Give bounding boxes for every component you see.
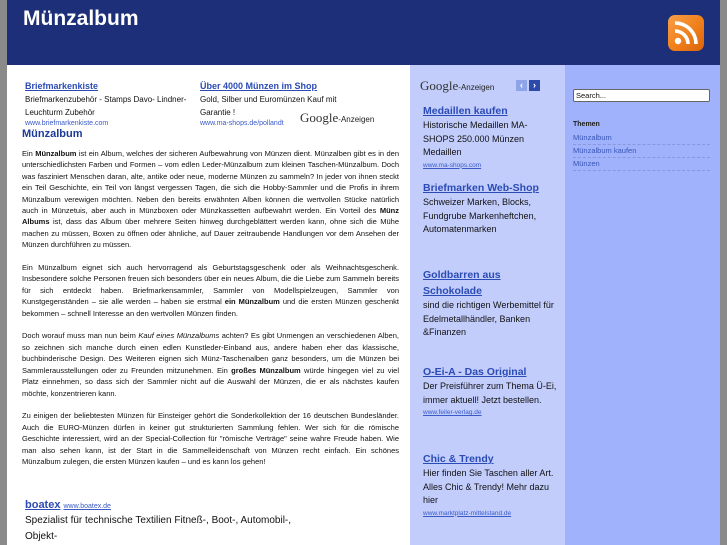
top-ad-title[interactable]: Briefmarkenkiste [25,81,99,91]
side-ad [423,364,558,418]
article-paragraph: Ein Münzalbum eignet sich auch hervorragend als Geburtstagsgeschenk oder als Weihnachtsgeschenk. Insbesondere solche Personen freuen sich besonders über ein neues Album, die die Liebe zum Sammeln bereits für sich entdeckt haben. Briefmarkensammler, Sammler von Modellspielzeugen, Sammler von Kunstgegenständen – sie alle werden – haben sie erstmal ein Münzalbum und die ersten Münzen geschenkt bekommen – schnell Interesse an den wertvollen Münzen finden. [22,263,399,318]
article-paragraph: Ein Münzalbum ist ein Album, welches der sicheren Aufbewahrung von Münzen dient. Münzalben gibt es in den unterschiedlichsten Farben und Formen – vom edlen Leder-Münzalbum zum kleinen Taschen-Münzalbum. Doch was fasziniert Menschen daran, alte, antike oder neue, moderne Münzen zu sammeln? In jeder von ihnen steckt ein Teil Geschichte, ein Teil von längst vergessen Tagen, die sich die Hobby-Sammler und die Profis in ihrem Münzalbum verewigen möchten. Neben den bereits erwähnten Alben können die wertvollen Stücke natürlich auch in Münzetuis, aber auch in Münzboxen oder Münzkassetten aufbewahrt werden. Ein Vorteil des Münz Albums ist, dass das Album über mehrere Seiten hinweg durchgeblättert werden kann, ohne sich die Mühe machen zu müssen, Boxen zu öffnen oder ähnliche, auf Dauer zeitraubende Handlungen vor dem Ansehen der Münzen durchführen zu müssen. [22,149,399,250]
side-ad-description: Historische Medaillen MA-SHOPS 250.000 Münzen Medaillen [423,120,528,157]
google-ads-label[interactable] [300,110,374,126]
top-ad-description: Briefmarkenzubehör - Stamps Davo- Lindner- Leuchturm Zubehör [25,95,187,117]
top-ad-1 [25,80,205,126]
side-ad-title[interactable]: Briefmarken Web-Shop [423,182,539,194]
sidebar [565,65,720,545]
google-ads-label[interactable]: Google-Anzeigen [420,78,495,93]
side-ad-title[interactable]: O-Ei-A - Das Original [423,366,527,378]
themen-item-muenzen[interactable]: Münzen [573,158,710,171]
side-ad [423,451,558,519]
side-ad-url[interactable]: www.ma-shops.com [423,161,482,169]
ads-next-button[interactable]: › [529,80,540,91]
rss-feed-icon[interactable] [668,15,704,51]
side-ad-title[interactable]: Goldbarren aus Schokolade [423,269,501,297]
ad-column [410,65,565,545]
article-paragraph: Doch worauf muss man nun beim Kauf eines Münzalbums achten? Es gibt Unmengen an verschiedenen Alben, so zeichnen sich manche durch einen edlen Kunstleder-Einband aus, andere haben eher das klassische, buchbinderische Design. Des Weiteren eignen sich Münz-Taschenalben ganz besonders, um die Münzen bei Sammlerausstellungen oder zu Freunden mitzunehmen. Ein großes Münzalbum würde hingegen viel zu viel Platz einnehmen, so dass sich der Sammler nicht auf die Auswahl der Münzen, die er als nächstes kaufen möchte, konzentrieren kann. [22,331,400,398]
side-ad [423,267,558,340]
side-ad-description: Hier finden Sie Taschen aller Art. Alles Chic & Trendy! Mehr dazu hier [423,468,554,505]
side-ad-url[interactable]: www.marktplatz-mittelstand.de [423,509,512,517]
bottom-ad-title[interactable]: boatex [25,499,61,511]
side-ad-title[interactable]: Medaillen kaufen [423,105,508,117]
side-ad [423,103,558,171]
side-ad [423,180,558,237]
bottom-ad-url[interactable]: www.boatex.de [63,503,111,510]
site-header [7,0,720,65]
google-logo: Google [300,110,339,125]
ads-label-suffix: -Anzeigen [338,115,375,124]
side-ad-description: Der Preisführer zum Thema Ü-Ei, immer aktuell! Jetzt bestellen. [423,381,557,405]
bottom-ad-description: Spezialist für technische Textilien Fitneß-, Boot-, Automobil-, Objekt- [25,515,292,542]
page-title: Münzalbum [22,128,83,140]
ads-prev-button[interactable]: ‹ [516,80,527,91]
site-title[interactable]: Münzalbum [23,7,139,30]
top-ad-description: Gold, Silber und Euromünzen Kauf mit Garantie ! [200,95,337,117]
side-ad-description: sind die richtigen Werbemittel für Edelmetallhändler, Banken &Finanzen [423,300,554,337]
side-ad-description: Schweizer Marken, Blocks, Fundgrube Markenheftchen, Automatenmarken [423,197,537,234]
main-content [7,65,410,545]
top-ad-url[interactable]: www.ma-shops.de/pollandt [200,120,284,126]
side-ad-url[interactable]: www.feiler-verlag.de [423,409,482,416]
themen-heading: Themen [573,121,600,128]
google-logo: Google [420,78,459,93]
search-input[interactable] [573,89,710,102]
article-paragraph: Zu einigen der beliebtesten Münzen für Einsteiger gehört die Sonderkollektion der 16 deutschen Bundesländer. Auch die EURO-Münzen dürfen in keiner gut strukturierten Sammlung fehlen. Wer sich für die römische Geschichte interessiert, wird an der Special-Collection für "römische Verträge" seine wahre Freude haben. Wie man also sehen kann, ist der Start in die Sammelleidenschaft von Münzen recht einfach. Ein schönes Münzalbum zulegen, die ersten Münzen kaufen – und es kann los gehen! [22,411,399,466]
page-frame [7,0,720,545]
article-body [22,148,399,479]
bottom-ad [25,495,325,545]
top-ad-url[interactable]: www.briefmarkenkiste.com [25,120,109,126]
themen-list [573,132,710,171]
side-ad-title[interactable]: Chic & Trendy [423,453,494,465]
themen-item-muenzalbum[interactable]: Münzalbum [573,132,710,145]
top-ad-title[interactable]: Über 4000 Münzen im Shop [200,81,318,91]
themen-item-muenzalbum-kaufen[interactable]: Münzalbum kaufen [573,145,710,158]
